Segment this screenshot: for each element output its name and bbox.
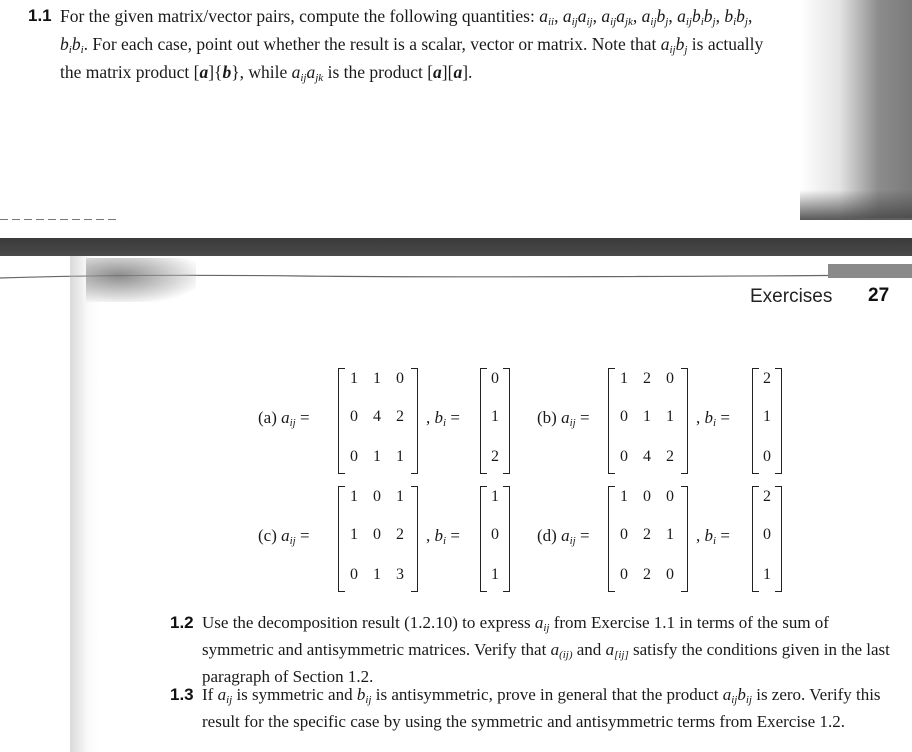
vector-b [752, 486, 782, 592]
vector-cell: 1 [491, 408, 499, 425]
matrix-cell: 0 [373, 526, 381, 543]
symbol-b: b [434, 526, 443, 545]
case-label [258, 526, 310, 547]
matrix-cell: 2 [643, 526, 651, 543]
matrix-cell: 1 [643, 408, 651, 425]
exercise-text [60, 5, 772, 89]
symbol-a: a [561, 526, 570, 545]
vector-cell: 1 [491, 488, 499, 505]
vector-label [426, 408, 460, 429]
case-label [537, 408, 590, 429]
case-letter: (d) [537, 526, 562, 545]
matrix-cell: 1 [666, 408, 674, 425]
comma: , [426, 526, 435, 545]
matrix-a [338, 486, 418, 592]
exercise-text: Use the decomposition result (1.2.10) to express $a_{ij}$ from Exercise 1.1 in terms of the sum of symmetric and antisymmetric matrices. Verify that $a_{(ij)}$ and $a_{[ij]}$ satisfy the conditions given in the last paragraph of Section 1.2. [202, 613, 890, 686]
matrix-cell: 0 [666, 566, 674, 583]
symbol-a: a [281, 408, 290, 427]
matrix-cell: 0 [666, 488, 674, 505]
symbol-subscript: ij [569, 535, 576, 547]
vector-cell: 0 [491, 370, 499, 387]
vector-cell: 1 [763, 408, 771, 425]
equals-sign: = [575, 408, 590, 427]
matrix-cell: 0 [620, 566, 628, 583]
page-number: 27 [868, 285, 890, 306]
exercise-number: 1.1 [28, 6, 52, 25]
matrix-cell: 1 [396, 488, 404, 505]
matrix-a [338, 368, 418, 474]
case-label [258, 408, 310, 429]
vector-cell: 0 [763, 448, 771, 465]
exercise-text-content: For the given matrix/vector pairs, compute the following quantities: $a_{ii}$, $a_{ij}a_{ij}$, $a_{ij}a_{jk}$, $a_{ij}b_j$, $a_{ij}b_ib_j$, $b_ib_j$, $b_ib_i$. For each case, point out whether the result is a scalar, vector or matrix. Note that $a_{ij}b_j$ is actually the matrix product [a]{b}, while $a_{ij}a_{jk}$ is the product [a][a]. [60, 6, 764, 84]
equals-sign: = [716, 408, 730, 427]
equals-sign: = [446, 408, 460, 427]
matrix-a [608, 368, 688, 474]
matrix-cell: 1 [350, 488, 358, 505]
equals-sign: = [295, 408, 310, 427]
case-label [537, 526, 590, 547]
exercise-number: 1.2 [170, 613, 194, 632]
matrix-cell: 0 [350, 448, 358, 465]
vector-cell: 1 [763, 566, 771, 583]
symbol-a: a [281, 526, 290, 545]
equals-sign: = [295, 526, 310, 545]
vector-cell: 2 [763, 488, 771, 505]
vector-cell: 2 [491, 448, 499, 465]
matrix-cell: 1 [620, 488, 628, 505]
matrix-cell: 1 [350, 526, 358, 543]
right-bracket [411, 486, 418, 592]
matrix-cell: 0 [620, 448, 628, 465]
matrix-cell: 1 [373, 566, 381, 583]
vector-b [752, 368, 782, 474]
matrix-cell: 2 [666, 448, 674, 465]
matrix-cell: 2 [643, 370, 651, 387]
matrix-cell: 0 [350, 566, 358, 583]
matrix-cell: 0 [620, 526, 628, 543]
vector-label [426, 526, 460, 547]
symbol-subscript: ij [289, 417, 296, 429]
comma: , [696, 408, 705, 427]
right-bracket [411, 368, 418, 474]
symbol-subscript: i [713, 417, 717, 429]
symbol-b: b [704, 526, 713, 545]
equals-sign: = [446, 526, 460, 545]
matrix-cell: 1 [350, 370, 358, 387]
symbol-subscript: i [713, 535, 717, 547]
case-letter: (a) [258, 408, 282, 427]
vector-label [696, 408, 730, 429]
matrix-cell: 1 [373, 448, 381, 465]
symbol-a: a [561, 408, 570, 427]
matrix-cell: 2 [643, 566, 651, 583]
header-bar [828, 264, 912, 278]
divider [0, 219, 120, 220]
matrix-cell: 1 [620, 370, 628, 387]
matrix-cell: 0 [373, 488, 381, 505]
matrix-cell: 0 [620, 408, 628, 425]
vector-cell: 2 [763, 370, 771, 387]
right-bracket [681, 486, 688, 592]
matrix-cell: 2 [396, 526, 404, 543]
vector-label [696, 526, 730, 547]
symbol-subscript: ij [569, 417, 576, 429]
vector-cell: 1 [491, 566, 499, 583]
symbol-b: b [704, 408, 713, 427]
matrix-a [608, 486, 688, 592]
page-fold-shadow [800, 0, 912, 218]
matrix-cell: 1 [396, 448, 404, 465]
vector-cell: 0 [491, 526, 499, 543]
page-fold-shadow-lower [800, 190, 912, 220]
matrix-cell: 4 [643, 448, 651, 465]
matrix-cell: 3 [396, 566, 404, 583]
exercise-number: 1.3 [170, 685, 194, 704]
matrix-cell: 1 [373, 370, 381, 387]
comma: , [426, 408, 435, 427]
symbol-subscript: i [443, 417, 447, 429]
symbol-subscript: i [443, 535, 447, 547]
matrix-cell: 1 [666, 526, 674, 543]
symbol-b: b [434, 408, 443, 427]
exercise-text: If $a_{ij}$ is symmetric and $b_{ij}$ is antisymmetric, prove in general that the product $a_{ij}b_{ij}$ is zero. Verify this result for the specific case by using the symmetric and antisymmetric terms from Exercise 1.2. [202, 685, 881, 731]
case-letter: (c) [258, 526, 282, 545]
matrix-cell: 0 [643, 488, 651, 505]
symbol-subscript: ij [289, 535, 296, 547]
matrix-cell: 0 [396, 370, 404, 387]
vector-b [480, 368, 510, 474]
equals-sign: = [716, 526, 730, 545]
vector-b [480, 486, 510, 592]
matrix-cell: 2 [396, 408, 404, 425]
matrix-cell: 4 [373, 408, 381, 425]
equals-sign: = [575, 526, 590, 545]
vector-cell: 0 [763, 526, 771, 543]
right-bracket [681, 368, 688, 474]
running-head: Exercises [750, 286, 833, 307]
matrix-cell: 0 [350, 408, 358, 425]
case-letter: (b) [537, 408, 562, 427]
binding-shadow [70, 256, 100, 752]
comma: , [696, 526, 705, 545]
page-corner-shadow [86, 258, 196, 302]
page-gap-band [0, 238, 912, 256]
matrix-cell: 0 [666, 370, 674, 387]
